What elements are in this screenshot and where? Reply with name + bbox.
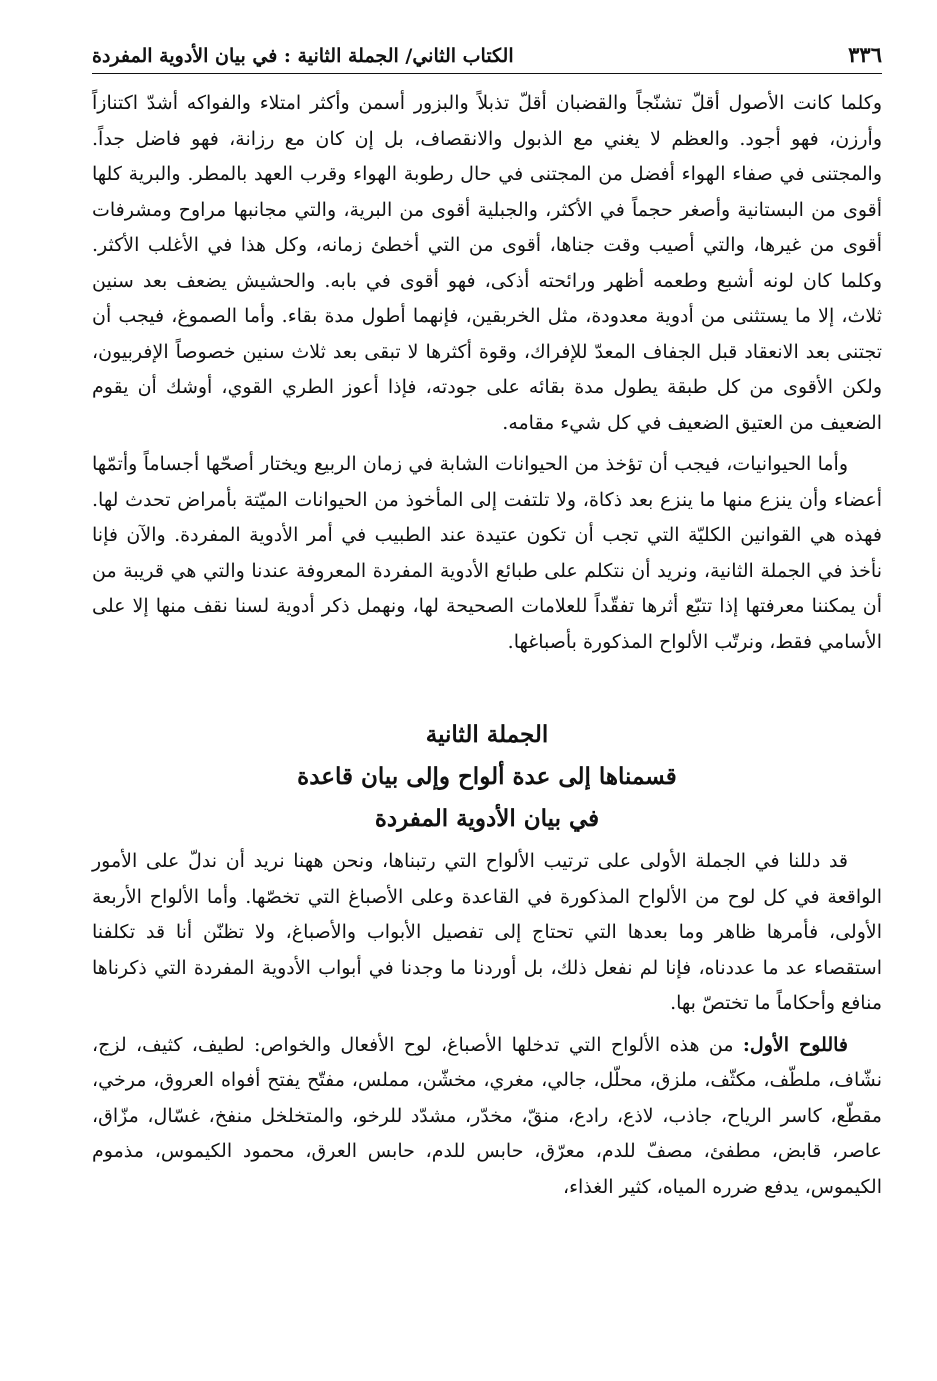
page-number: ٣٣٦: [848, 42, 882, 67]
section-heading-line-2: قسمناها إلى عدة ألواح وإلى بيان قاعدة: [297, 763, 677, 790]
section-heading: [92, 714, 882, 840]
book-page: [92, 28, 882, 1358]
paragraph-animal-products: وأما الحيوانيات، فيجب أن تؤخذ من الحيوانات الشابة في زمان الربيع ويختار أصحّها أجساماً وأتمّها أعضاء وأن ينزع منها ما ينزع بعد ذكاة، ولا تلتفت إلى المأخوذ من الحيوانات الميّتة بأمراض تحدث لها. فهذه هي القوانين الكليّة التي تجب أن تكون عتيدة عند الطبيب في أمر الأدوية المفردة. والآن فإنا نأخذ في الجملة الثانية، ونريد أن نتكلم على طبائع الأدوية المفردة المعروفة عندنا والتي هي قريبة من أن يمكننا معرفتها إذا تتبّع أثرها تفقّداً للعلامات الصحيحة لها، ونهمل ذكر أدوية لسنا نقف منها إلا على الأسامي فقط، ونرتّب الألواح المذكورة بأصباغها.: [92, 453, 882, 653]
header-title: الكتاب الثاني/ الجملة الثانية : في بيان الأدوية المفردة: [92, 45, 514, 67]
paragraph-first-table: [92, 1028, 882, 1206]
section-heading-line-1: الجملة الثانية: [425, 721, 549, 748]
paragraph-intro-tables: قد دللنا في الجملة الأولى على ترتيب الألواح التي رتبناها، ونحن ههنا نريد أن ندلّ على الأمور الواقعة في كل لوح من الألواح المذكورة في القاعدة وعلى الأصباغ التي تخصّها. وأما الألواح الأربعة الأولى، فأمرها ظاهر وما بعدها التي تحتاج إلى تفصيل الأبواب والأصباغ، ولا تظنّن أنا قد تكلفنا استقصاء عد ما عددناه، فإنا لم نفعل ذلك، بل أوردنا ما وجدنا في أبواب الأدوية المفردة التي ذكرناها منافع وأحكاماً ما تختصّ بها.: [92, 850, 882, 1014]
section-heading-line-3: في بيان الأدوية المفردة: [374, 805, 600, 832]
first-table-text: من هذه الألواح التي تدخلها الأصباغ، لوح الأفعال والخواص: لطيف، كثيف، لزج، نشّاف، ملطّف، مكثّف، ملزق، محلّل، جالي، مغري، مخشّن، مملس، مفتّح يفتح أفواه العروق، مرخي، مقطّع، كاسر الرياح، جاذب، لاذع، رادع، منقّ، مخدّر، مشدّد للرخو، والمتخلخل منفخ، غسّال، مزّاق، عاصر، قابض، مطفئ، مصفّ للدم، معرّق، حابس للدم، حابس العرق، محمود الكيموس، مذموم الكيموس، يدفع ضرره المياه، كثير الغذاء،: [92, 1033, 882, 1198]
first-table-lead: فاللوح الأول:: [742, 1033, 848, 1056]
paragraph-plants-quality: وكلما كانت الأصول أقلّ تشنّجاً والقضبان أقلّ تذبلاً والبزور أسمن وأكثر امتلاء والفواكه أشدّ اكتنازاً وأرزن، فهو أجود. والعظم لا يغني مع الذبول والانقصاف، بل إن كان مع رزانة، فهو فاضل جداً. والمجتنى في صفاء الهواء أفضل من المجتنى في حال رطوبة الهواء وقرب العهد بالمطر. والبرية كلها أقوى من البستانية وأصغر حجماً في الأكثر، والجبلية أقوى من البرية، والتي مجانبها مراوح ومشرفات أقوى من غيرها، والتي أصيب وقت جناها، أقوى من التي أخطئ زمانه، وكل هذا في الأغلب الأكثر. وكلما كان لونه أشبع وطعمه أظهر ورائحته أذكى، فهو أقوى في بابه. والحشيش يضعف بعد سنين ثلاث، إلا ما يستثنى من أدوية معدودة، مثل الخربقين، فإنهما أطول مدة بقاء. وأما الصموغ، فيجب أن تجتنى بعد الانعقاد قبل الجفاف المعدّ للإفراك، وقوة أكثرها لا تبقى بعد ثلاث سنين خصوصاً الإفربيون، ولكن الأقوى من كل طبقة يطول مدة بقائه على جودته، فإذا أعوز الطري القوي، أوشك أن يقوم الضعيف من العتيق الضعيف في كل شيء مقامه.: [92, 92, 882, 434]
running-header: [92, 42, 882, 74]
